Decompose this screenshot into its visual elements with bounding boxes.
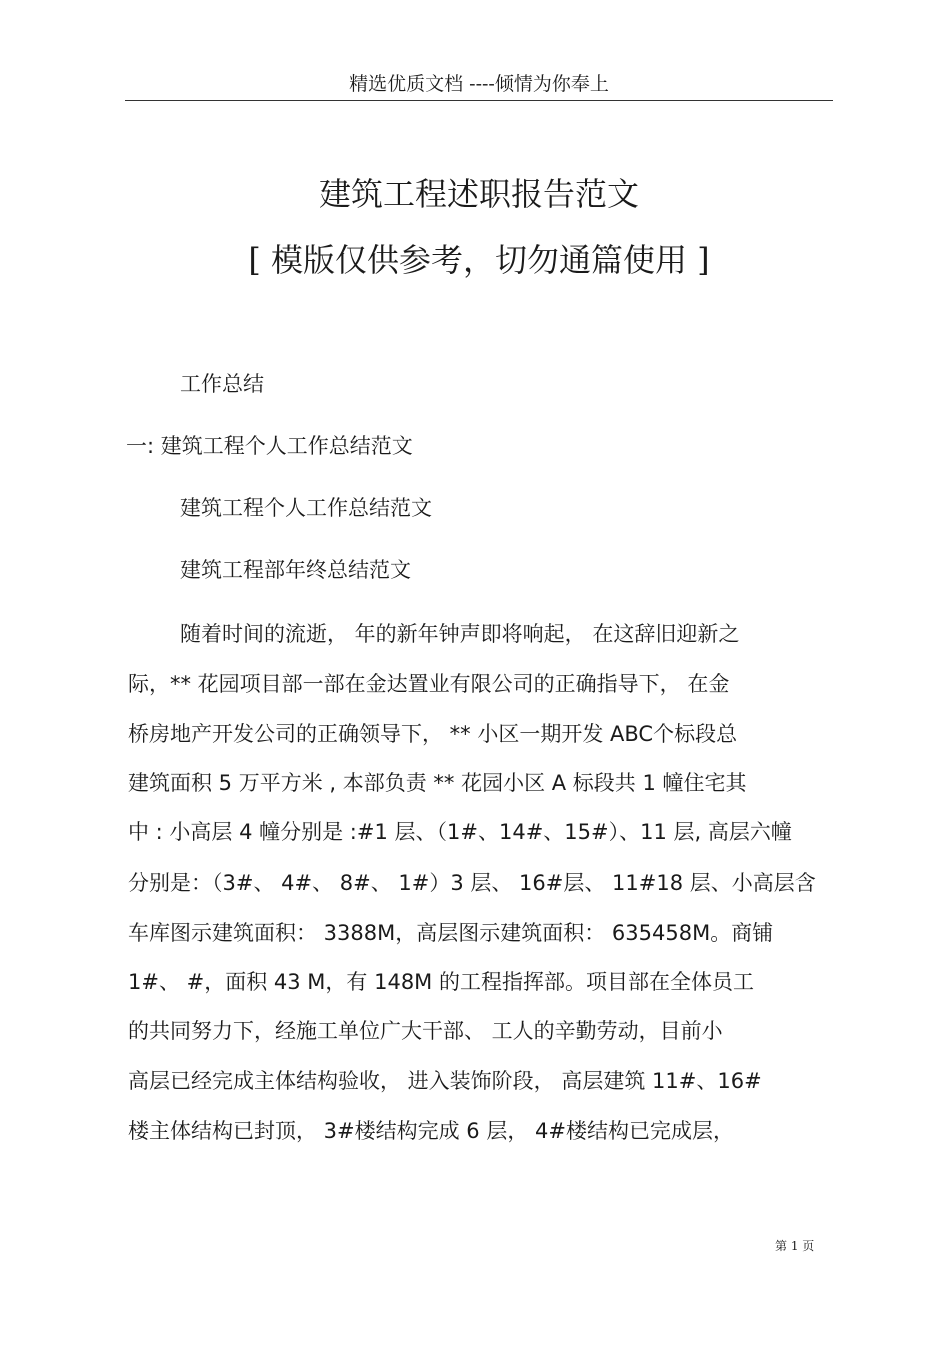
document-subtitle: [ 模版仅供参考，切勿通篇使用 ] — [248, 241, 710, 279]
header-divider — [125, 100, 833, 101]
body-line: 1#、 #，面积 43 M，有 148M 的工程指挥部。项目部在全体员工 — [128, 970, 754, 994]
body-line: 楼主体结构已封顶， 3#楼结构完成 6 层， 4#楼结构已完成层， — [128, 1119, 734, 1143]
body-line: 建筑面积 5 万平方米 , 本部负责 ** 花园小区 A 标段共 1 幢住宅其 — [128, 771, 747, 795]
document-title: 建筑工程述职报告范文 — [318, 175, 639, 213]
heading-work-summary: 工作总结 — [180, 372, 264, 396]
body-line: 分别是：（3#、 4#、 8#、 1#）3 层、 16#层、 11#18 层、小高层含 — [128, 871, 816, 895]
body-line: 车库图示建筑面积： 3388M，高层图示建筑面积： 635458M。商铺 — [128, 921, 774, 945]
subheading-personal-summary: 建筑工程个人工作总结范文 — [180, 496, 432, 520]
subheading-year-end-summary: 建筑工程部年终总结范文 — [180, 558, 411, 582]
body-line: 高层已经完成主体结构验收， 进入装饰阶段， 高层建筑 11#、16# — [128, 1069, 762, 1093]
body-line: 的共同努力下，经施工单位广大干部、 工人的辛勤劳动，目前小 — [128, 1019, 723, 1043]
body-line: 随着时间的流逝， 年的新年钟声即将响起， 在这辞旧迎新之 — [180, 622, 740, 646]
page-number: 第 1 页 — [775, 1239, 815, 1253]
page-header: 精选优质文档 ----倾情为你奉上 — [349, 73, 609, 95]
heading-section-one: 一: 建筑工程个人工作总结范文 — [126, 434, 413, 458]
body-line: 际，** 花园项目部一部在金达置业有限公司的正确指导下， 在金 — [128, 672, 730, 696]
body-line: 中 : 小高层 4 幢分别是 :#1 层、（1#、14#、15#）、11 层, 高层六幢 — [128, 820, 792, 844]
body-line: 桥房地产开发公司的正确领导下， ** 小区一期开发 ABC个标段总 — [128, 722, 738, 746]
